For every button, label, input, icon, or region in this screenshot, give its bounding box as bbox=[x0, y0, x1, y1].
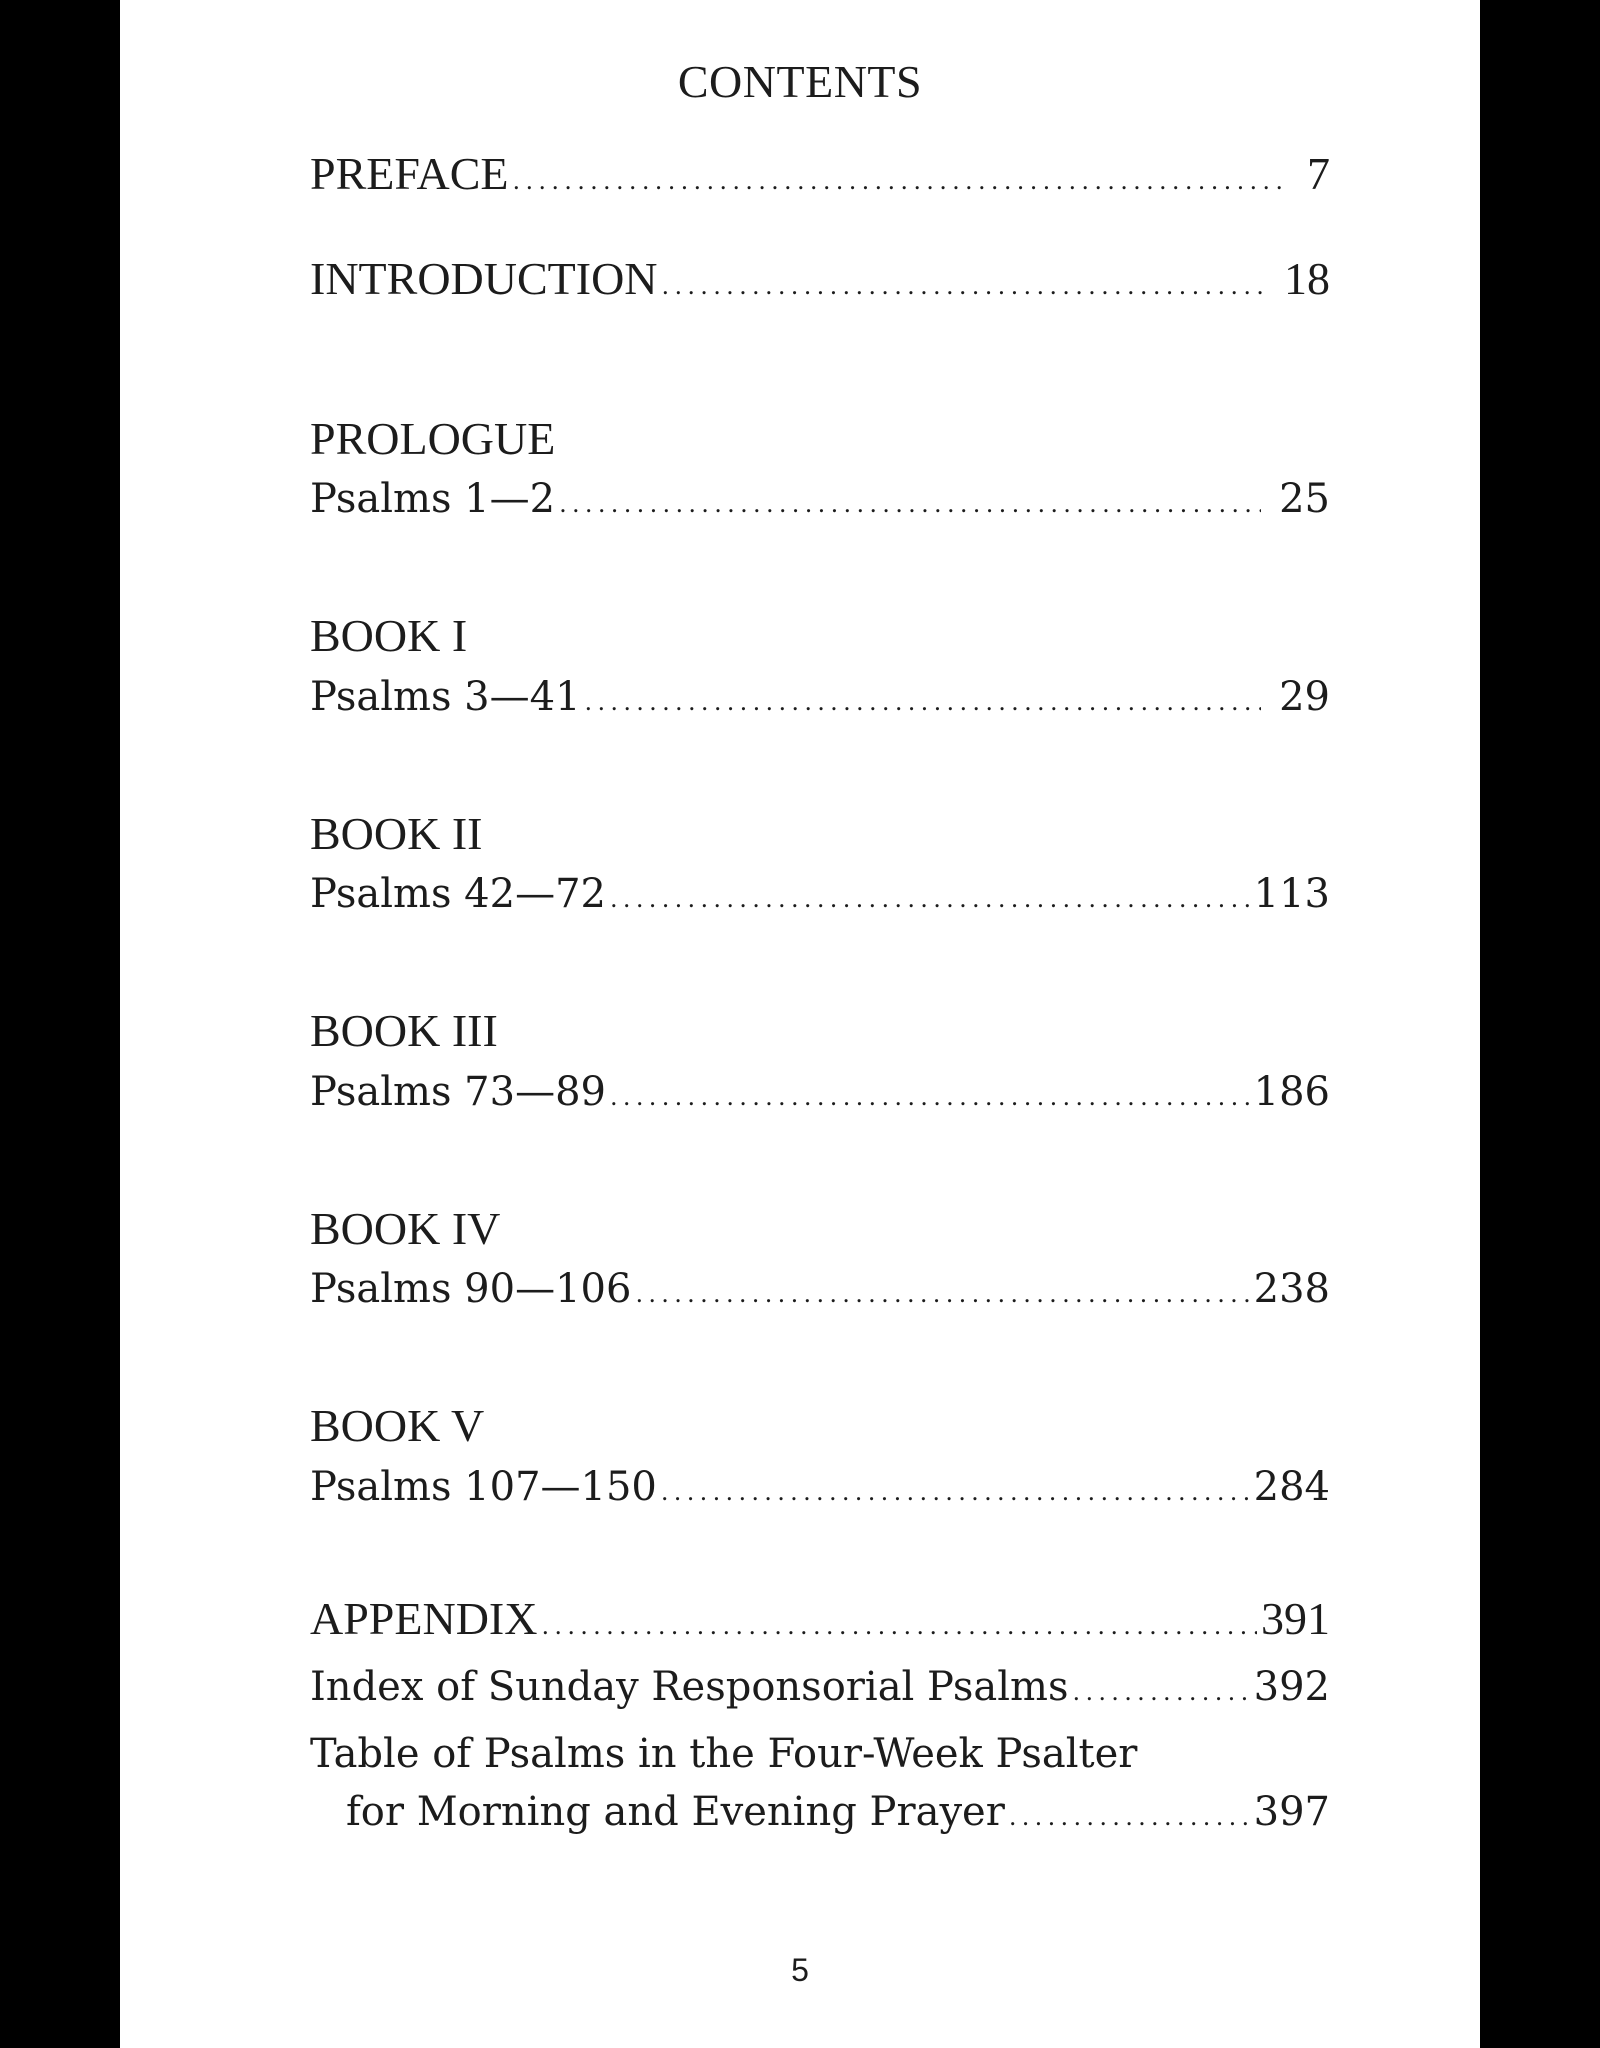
section-heading-book-4: BOOK IV bbox=[310, 1203, 501, 1254]
section-heading-book-2: BOOK II bbox=[310, 808, 483, 859]
book-page bbox=[120, 0, 1480, 2048]
toc-entry-book-2[interactable] bbox=[310, 868, 1330, 925]
dot-leader bbox=[1073, 1666, 1250, 1718]
toc-entry-label: INTRODUCTION bbox=[310, 253, 658, 304]
dot-leader bbox=[1009, 1791, 1250, 1843]
page-number: 5 bbox=[791, 1952, 809, 1988]
dot-leader bbox=[559, 478, 1261, 530]
section-heading-book-3: BOOK III bbox=[310, 1005, 498, 1056]
dot-leader bbox=[541, 1600, 1257, 1652]
toc-entry-book-5[interactable] bbox=[310, 1461, 1330, 1518]
toc-entry-table-psalms-line1[interactable]: Table of Psalms in the Four-Week Psalter bbox=[310, 1731, 1138, 1777]
contents-title: CONTENTS bbox=[677, 56, 923, 107]
toc-entry-page: 392 bbox=[1253, 1664, 1330, 1710]
toc-entry-book-1[interactable] bbox=[310, 671, 1330, 728]
toc-entry-page: 18 bbox=[1284, 253, 1330, 304]
dot-leader bbox=[662, 260, 1266, 312]
toc-entry-label: Psalms 107—150 bbox=[310, 1464, 657, 1510]
toc-entry-prologue[interactable] bbox=[310, 473, 1330, 530]
toc-entry-label: Psalms 90—106 bbox=[310, 1266, 632, 1312]
toc-entry-label: Psalms 73—89 bbox=[310, 1069, 606, 1115]
toc-entry-table-psalms[interactable] bbox=[310, 1786, 1330, 1843]
toc-entry-page: 284 bbox=[1253, 1464, 1330, 1510]
section-heading-book-1: BOOK I bbox=[310, 610, 468, 661]
toc-entry-page: 397 bbox=[1253, 1789, 1330, 1835]
toc-entry-appendix[interactable] bbox=[310, 1593, 1330, 1652]
toc-entry-index-sunday-psalms[interactable] bbox=[310, 1661, 1330, 1718]
section-heading-book-5: BOOK V bbox=[310, 1400, 485, 1451]
dot-leader bbox=[635, 1268, 1249, 1320]
toc-entry-label: Psalms 3—41 bbox=[310, 674, 581, 720]
dot-leader bbox=[513, 155, 1289, 207]
dot-leader bbox=[610, 873, 1250, 925]
dot-leader bbox=[610, 1071, 1250, 1123]
toc-entry-label: Psalms 1—2 bbox=[310, 476, 556, 522]
toc-entry-page: 238 bbox=[1253, 1266, 1330, 1312]
toc-entry-label: Psalms 42—72 bbox=[310, 871, 606, 917]
toc-entry-page: 391 bbox=[1261, 1593, 1330, 1644]
dot-leader bbox=[585, 676, 1262, 728]
toc-entry-introduction[interactable] bbox=[310, 253, 1330, 312]
toc-entry-preface[interactable] bbox=[310, 148, 1330, 207]
toc-entry-page: 25 bbox=[1279, 476, 1330, 522]
toc-entry-label: APPENDIX bbox=[310, 1593, 538, 1644]
toc-entry-page: 7 bbox=[1307, 148, 1330, 199]
toc-entry-label: PREFACE bbox=[310, 148, 509, 199]
toc-entry-label: for Morning and Evening Prayer bbox=[346, 1789, 1005, 1835]
dot-leader bbox=[661, 1466, 1250, 1518]
toc-entry-page: 186 bbox=[1253, 1069, 1330, 1115]
section-heading-prologue: PROLOGUE bbox=[310, 413, 556, 464]
toc-entry-label: Index of Sunday Responsorial Psalms bbox=[310, 1664, 1069, 1710]
toc-entry-book-3[interactable] bbox=[310, 1066, 1330, 1123]
toc-entry-page: 29 bbox=[1279, 674, 1330, 720]
toc-entry-book-4[interactable] bbox=[310, 1263, 1330, 1320]
toc-entry-page: 113 bbox=[1253, 871, 1330, 917]
